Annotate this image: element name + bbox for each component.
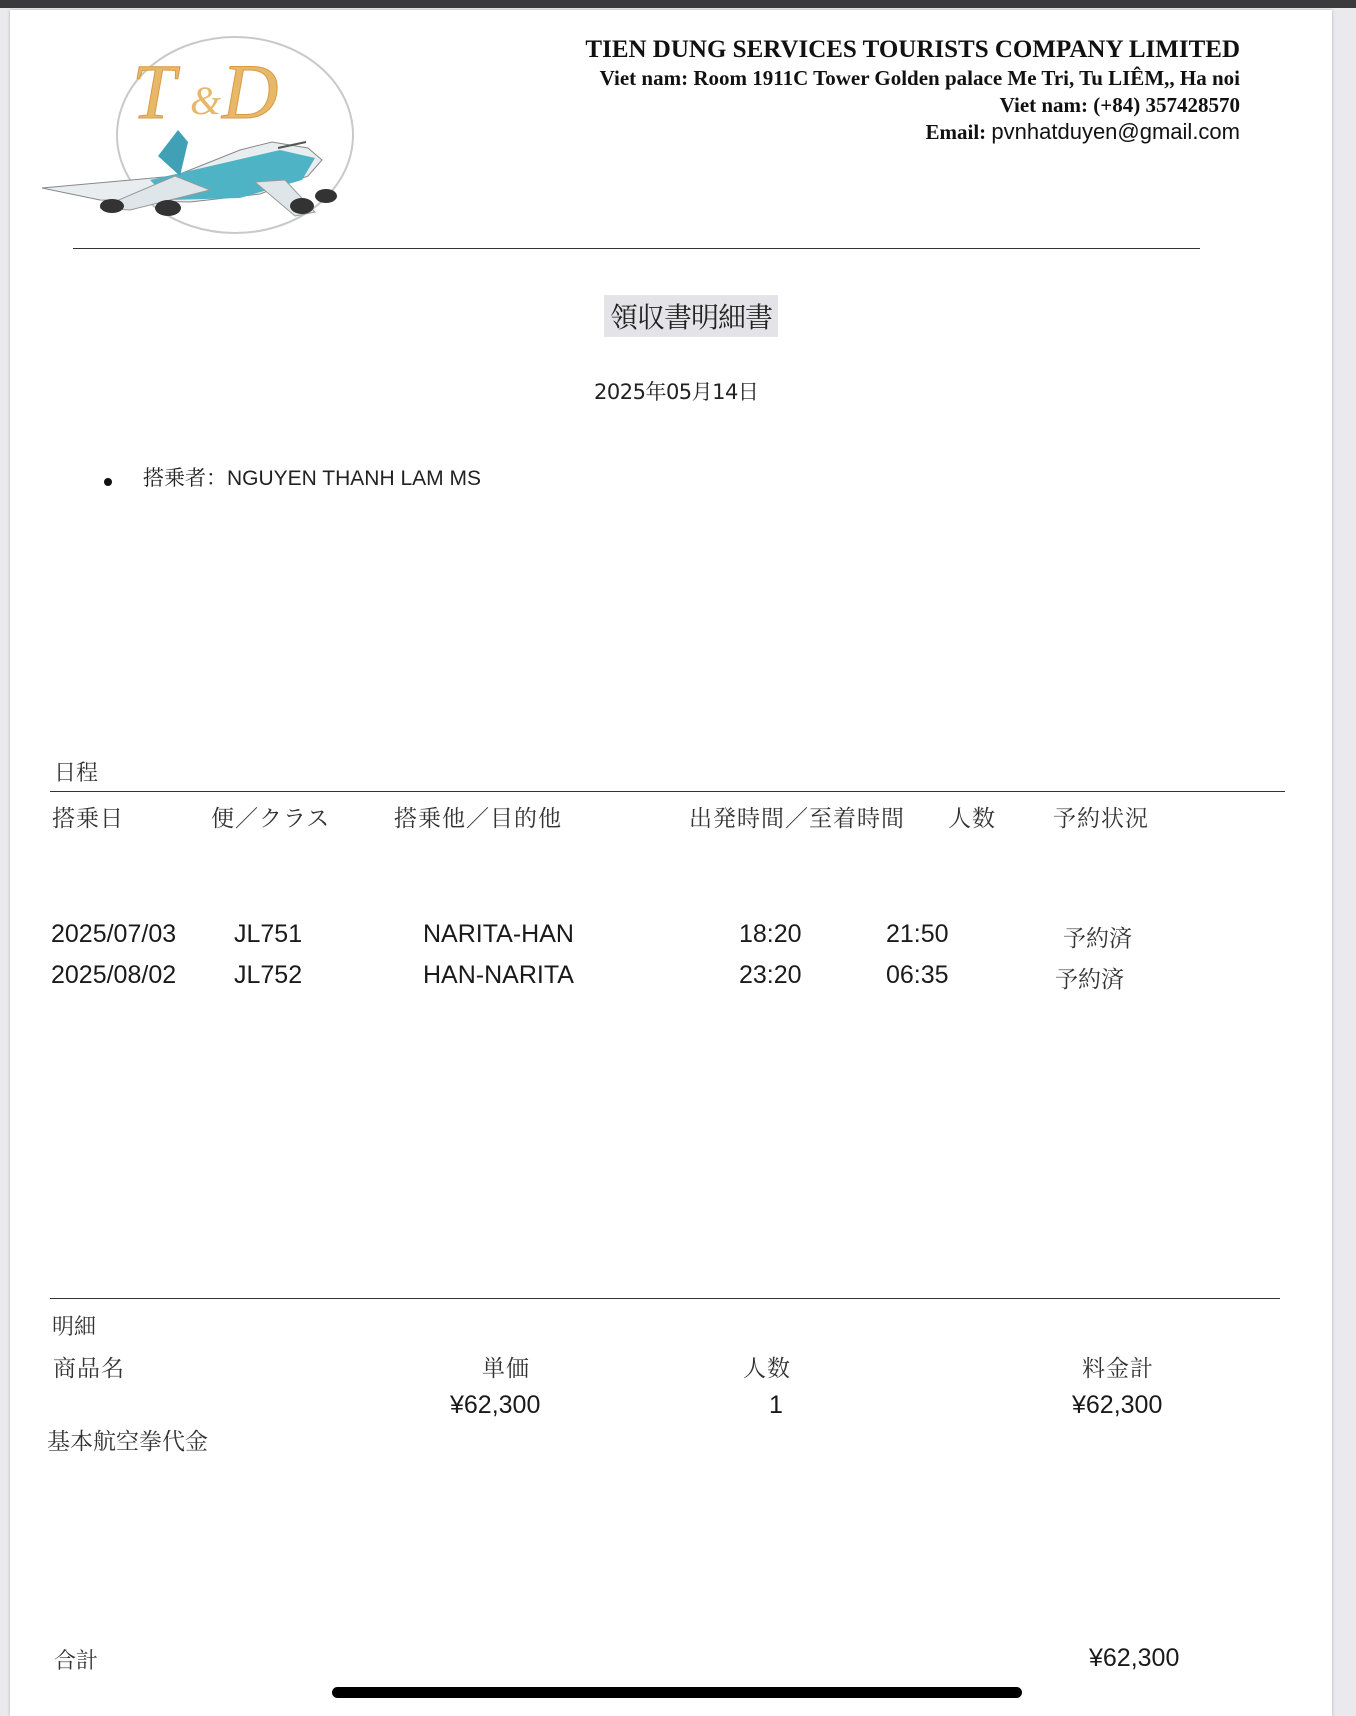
schedule-header-route: 搭乗他／目的他 [394,806,562,832]
schedule-row-1-route: NARITA-HAN [423,920,574,948]
company-email-line [926,119,1241,145]
details-header-item: 商品名 [53,1356,125,1382]
schedule-divider [50,791,1285,792]
passenger-line [143,462,481,492]
schedule-header-flight-class: 便／クラス [211,806,331,832]
document-date: 2025年05月14日 [594,380,759,404]
top-edge [0,0,1356,8]
details-header-unit-price: 単価 [482,1356,530,1382]
schedule-row-2-flight: JL752 [234,961,303,989]
receipt-page [10,10,1332,1716]
schedule-row-2-depart: 23:20 [739,961,802,989]
schedule-row-1-depart: 18:20 [739,920,802,948]
svg-text:T: T [132,48,176,135]
schedule-header-status: 予約状況 [1053,806,1149,832]
total-label: 合計 [54,1649,99,1674]
company-phone: Viet nam: (+84) 357428570 [999,93,1240,117]
schedule-row-2-route: HAN-NARITA [423,961,574,989]
email-address[interactable]: pvnhatduyen@gmail.com [991,119,1240,144]
details-section-label: 明細 [52,1315,97,1340]
details-header-amount: 料金計 [1082,1356,1154,1382]
schedule-row-1-flight: JL751 [234,920,303,948]
header-divider [73,248,1200,249]
document-title: 領収書明細書 [604,295,778,337]
company-address: Viet nam: Room 1911C Tower Golden palace Me Tri, Tu LIÊM,, Ha noi [599,66,1240,90]
details-row-1-item: 基本航空拳代金 [47,1429,208,1455]
details-row-1-amount: ¥62,300 [1072,1391,1163,1419]
schedule-section-label: 日程 [54,761,99,786]
email-label: Email: [925,120,987,144]
schedule-header-times: 出発時間／至着時間 [689,806,905,832]
details-header-pax: 人数 [743,1356,791,1382]
svg-text:&: & [190,78,222,123]
total-amount: ¥62,300 [1089,1644,1180,1672]
schedule-row-1-arrive: 21:50 [886,920,949,948]
schedule-row-1-status: 予約済 [1063,926,1132,952]
passenger-name: NGUYEN THANH LAM MS [227,467,481,490]
schedule-header-pax: 人数 [948,806,996,832]
passenger-label: 搭乗者： [143,466,227,490]
schedule-row-1-date: 2025/07/03 [51,920,177,948]
company-logo [40,30,360,250]
details-divider [50,1298,1280,1299]
details-row-1-unit-price: ¥62,300 [450,1391,541,1419]
schedule-row-2-date: 2025/08/02 [51,961,177,989]
svg-text:D: D [222,48,279,135]
company-name: TIEN DUNG SERVICES TOURISTS COMPANY LIMITED [585,36,1240,63]
schedule-row-2-arrive: 06:35 [886,961,949,989]
home-indicator[interactable] [332,1687,1022,1698]
details-row-1-pax: 1 [769,1391,783,1419]
bullet-icon [104,478,112,486]
schedule-header-date: 搭乗日 [52,806,124,832]
schedule-row-2-status: 予約済 [1055,967,1124,993]
